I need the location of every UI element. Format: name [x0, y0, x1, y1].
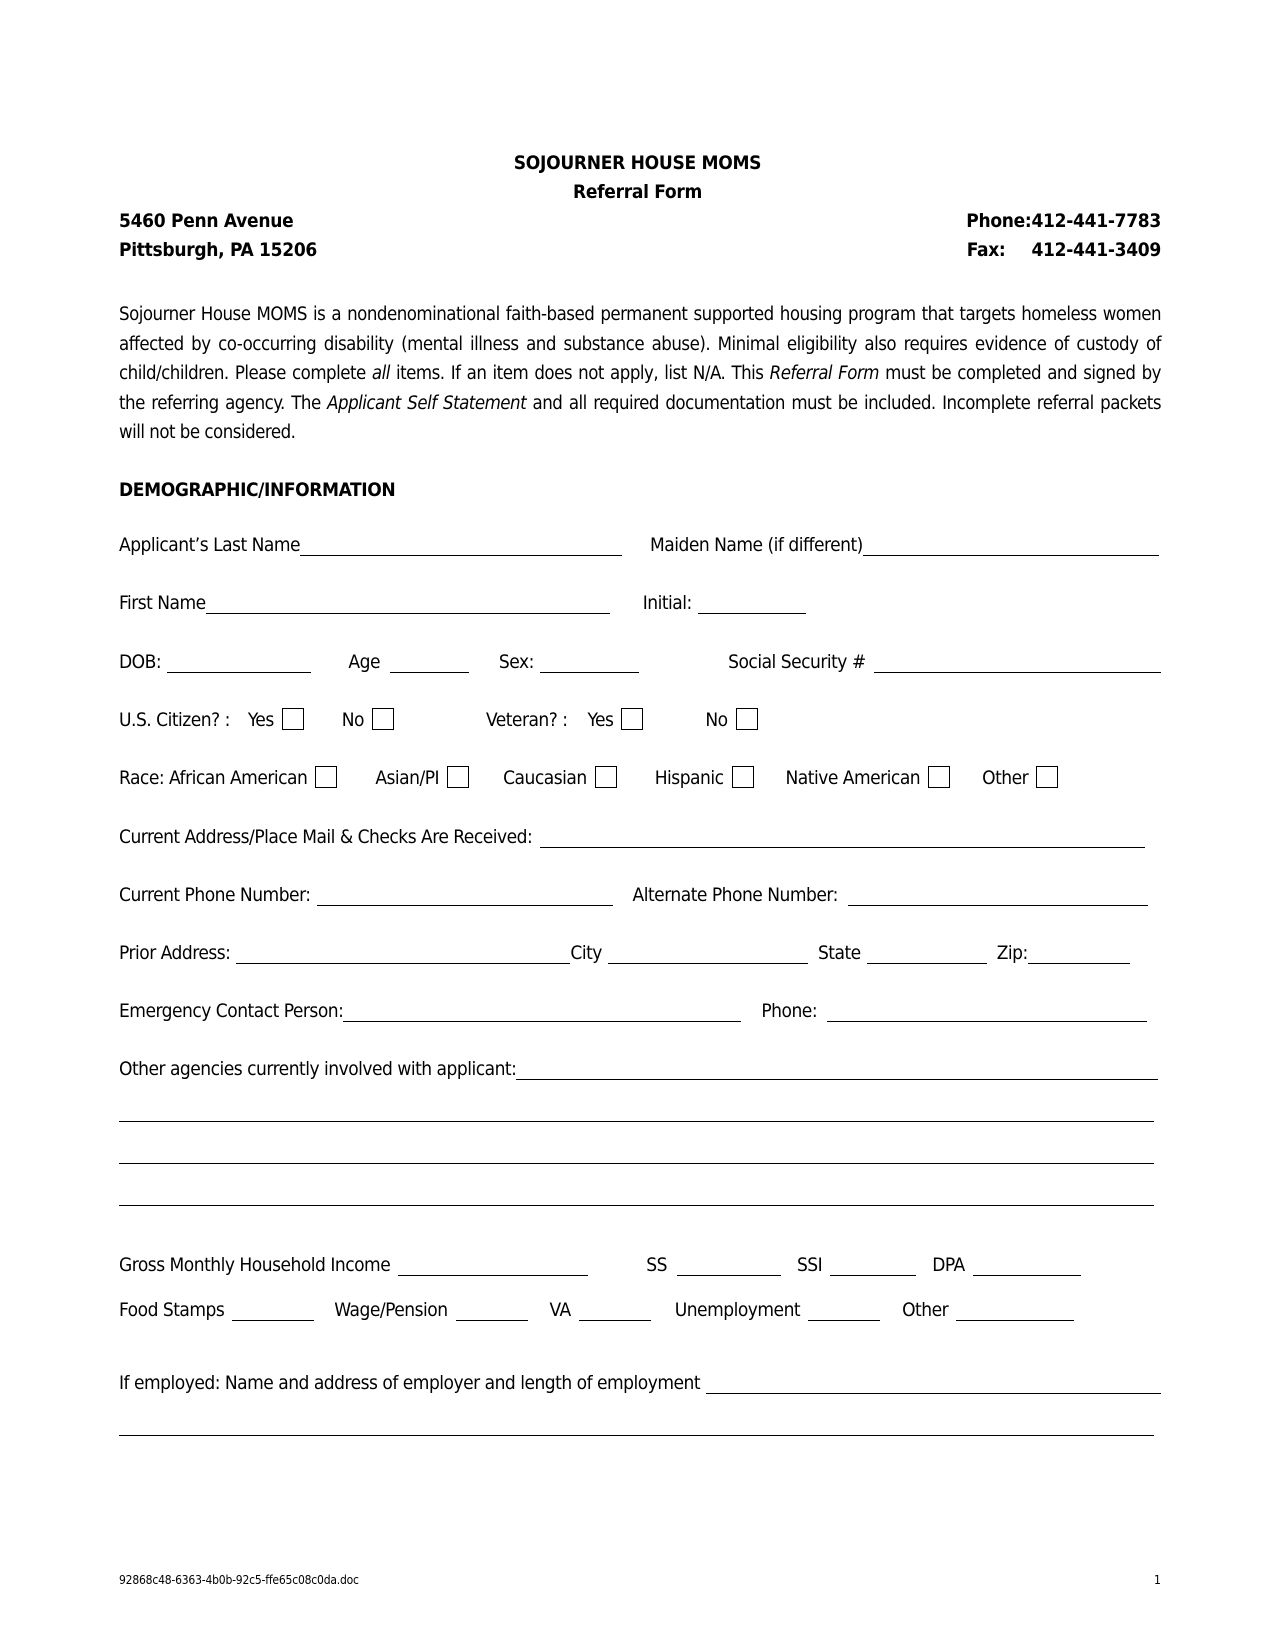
current-phone-field[interactable] [317, 887, 613, 906]
row-phones [119, 880, 1161, 906]
row-prior-address [119, 938, 1161, 964]
row-employment [119, 1368, 1161, 1394]
city-field[interactable] [608, 945, 808, 964]
page-number: 1 [1154, 1573, 1161, 1587]
race-hispanic-checkbox[interactable] [732, 766, 754, 788]
ssn-label: Social Security # [728, 651, 866, 673]
citizen-no-label: No [341, 709, 364, 731]
zip-field[interactable] [1028, 945, 1130, 964]
gross-income-label: Gross Monthly Household Income [119, 1254, 391, 1276]
veteran-no-label: No [705, 709, 728, 731]
ssn-field[interactable] [874, 654, 1161, 673]
race-african-american-label: Race: African American [119, 767, 308, 789]
race-native-american-checkbox[interactable] [928, 766, 950, 788]
alternate-phone-label: Alternate Phone Number: [632, 884, 838, 906]
employment-label: If employed: Name and address of employer and length of employment [119, 1372, 701, 1394]
citizen-no-checkbox[interactable] [372, 708, 394, 730]
row-current-address [119, 822, 1161, 848]
state-label: State [817, 942, 861, 964]
unemployment-field[interactable] [808, 1302, 880, 1321]
other-income-label: Other [902, 1299, 949, 1321]
prior-address-label: Prior Address: [119, 942, 231, 964]
employment-field[interactable] [706, 1375, 1161, 1394]
section-title: DEMOGRAPHIC/INFORMATION [119, 479, 396, 501]
sex-label: Sex: [498, 651, 534, 673]
maiden-name-label: Maiden Name (if different) [650, 534, 863, 556]
row-emergency-contact [119, 996, 1161, 1022]
race-caucasian-checkbox[interactable] [595, 766, 617, 788]
other-agencies-line-3[interactable] [119, 1163, 1154, 1164]
va-label: VA [549, 1299, 571, 1321]
sex-field[interactable] [540, 654, 639, 673]
footer-filename: 92868c48-6363-4b0b-92c5-ffe65c08c0da.doc [119, 1573, 359, 1587]
ss-field[interactable] [677, 1257, 781, 1276]
other-agencies-line-2[interactable] [119, 1121, 1154, 1122]
other-agencies-field[interactable] [516, 1061, 1158, 1080]
emergency-contact-field[interactable] [343, 1003, 741, 1022]
unemployment-label: Unemployment [674, 1299, 801, 1321]
row-income-1 [119, 1250, 1161, 1276]
emergency-phone-field[interactable] [827, 1003, 1147, 1022]
race-native-american-label: Native American [785, 767, 921, 789]
current-phone-label: Current Phone Number: [119, 884, 311, 906]
food-stamps-field[interactable] [232, 1302, 314, 1321]
row-names [119, 530, 1161, 556]
citizen-yes-label: Yes [247, 709, 274, 731]
veteran-no-checkbox[interactable] [736, 708, 758, 730]
prior-address-field[interactable] [236, 945, 570, 964]
gross-income-field[interactable] [398, 1257, 588, 1276]
other-agencies-line-4[interactable] [119, 1205, 1154, 1206]
row-race [119, 763, 1161, 789]
veteran-yes-checkbox[interactable] [621, 708, 643, 730]
fax-value: 412-441-3409 [1031, 239, 1161, 261]
dob-field[interactable] [167, 654, 311, 673]
race-hispanic-label: Hispanic [654, 767, 724, 789]
ssi-label: SSI [796, 1254, 823, 1276]
form-title: SOJOURNER HOUSE MOMS [513, 152, 762, 174]
dob-label: DOB: [119, 651, 162, 673]
ss-label: SS [646, 1254, 667, 1276]
initial-label: Initial: [642, 592, 692, 614]
wage-pension-field[interactable] [456, 1302, 528, 1321]
va-field[interactable] [579, 1302, 651, 1321]
current-address-field[interactable] [540, 829, 1145, 848]
zip-label: Zip: [996, 942, 1028, 964]
race-other-label: Other [982, 767, 1029, 789]
form-subtitle: Referral Form [573, 181, 702, 203]
age-label: Age [348, 651, 380, 673]
fax-number [967, 239, 1161, 261]
row-other-agencies [119, 1054, 1161, 1080]
last-name-field[interactable] [300, 537, 622, 556]
age-field[interactable] [390, 654, 469, 673]
row-income-2 [119, 1295, 1161, 1321]
row-first-name [119, 588, 1161, 614]
row-citizen-veteran [119, 705, 1161, 731]
emergency-contact-label: Emergency Contact Person: [119, 1000, 344, 1022]
maiden-name-field[interactable] [863, 537, 1159, 556]
race-asian-label: Asian/PI [375, 767, 440, 789]
emergency-phone-label: Phone: [761, 1000, 818, 1022]
intro-paragraph: Sojourner House MOMS is a nondenominational faith-based permanent supported housing program that targets homeless women affected by co-occurring disability (mental illness and substance abuse). Minimal eligibility also requires evidence of custody of child/children. Please complete all items. If an item does not apply, list N/A. This Referral Form must be completed and signed by the referring agency. The Applicant Self Statement and all required documentation must be included. Incomplete referral packets will not be considered. [119, 304, 1161, 443]
fax-label: Fax: [966, 239, 1006, 261]
alternate-phone-field[interactable] [848, 887, 1148, 906]
current-address-label: Current Address/Place Mail & Checks Are Received: [119, 826, 533, 848]
dpa-field[interactable] [973, 1257, 1081, 1276]
state-field[interactable] [867, 945, 987, 964]
other-income-field[interactable] [956, 1302, 1074, 1321]
veteran-label: Veteran? : [485, 709, 568, 731]
us-citizen-label: U.S. Citizen? : [119, 709, 230, 731]
race-caucasian-label: Caucasian [503, 767, 587, 789]
address-line-1: 5460 Penn Avenue [119, 210, 294, 232]
city-label: City [570, 942, 602, 964]
row-dob-age-sex-ssn [119, 647, 1161, 673]
ssi-field[interactable] [830, 1257, 916, 1276]
race-asian-checkbox[interactable] [447, 766, 469, 788]
wage-pension-label: Wage/Pension [334, 1299, 448, 1321]
citizen-yes-checkbox[interactable] [282, 708, 304, 730]
first-name-field[interactable] [206, 595, 610, 614]
employment-line-2[interactable] [119, 1435, 1154, 1436]
first-name-label: First Name [119, 592, 206, 614]
last-name-label: Applicant’s Last Name [119, 534, 301, 556]
race-other-checkbox[interactable] [1036, 766, 1058, 788]
initial-field[interactable] [698, 595, 806, 614]
veteran-yes-label: Yes [587, 709, 614, 731]
dpa-label: DPA [932, 1254, 965, 1276]
phone-number: Phone:412-441-7783 [966, 210, 1161, 232]
address-line-2: Pittsburgh, PA 15206 [119, 239, 318, 261]
race-african-american-checkbox[interactable] [315, 766, 337, 788]
other-agencies-label: Other agencies currently involved with applicant: [119, 1058, 517, 1080]
food-stamps-label: Food Stamps [119, 1299, 225, 1321]
